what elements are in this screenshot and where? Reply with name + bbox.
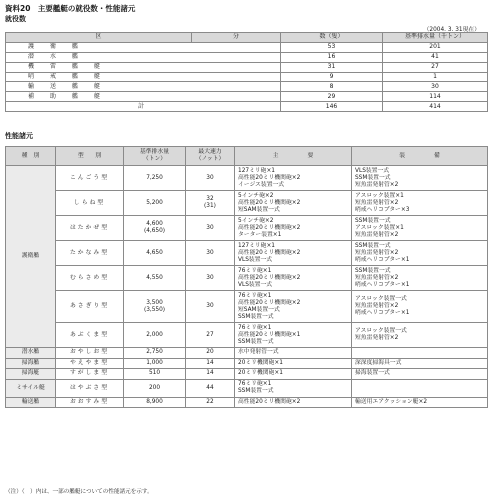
cell-line: 30 (206, 249, 214, 256)
cell-line: 30 (206, 303, 214, 309)
category-cell: 護衛艦 (6, 42, 281, 52)
header-cell: 最大速力 （ノット） (186, 147, 235, 166)
cell-line: アスロック装置×1 (355, 224, 404, 231)
ship-type-cell: こんごう型 (56, 166, 124, 191)
cell-line: 20ミリ機関砲×1 (238, 359, 283, 366)
displacement-cell (124, 369, 186, 380)
equipment-cell (352, 241, 488, 266)
table-row (6, 52, 488, 62)
cell-line: 127ミリ砲×1 (238, 167, 276, 174)
cell-line: 510 (148, 370, 161, 377)
cell-line: 高性能20ミリ機関砲×2 (238, 274, 301, 281)
displacement-cell (124, 216, 186, 241)
header-cell: 装 備 (352, 147, 488, 166)
main-spec-cell (235, 266, 352, 291)
table-row (6, 241, 488, 266)
main-spec-cell (235, 166, 352, 191)
cell-line: 5インチ砲×2 (238, 217, 274, 224)
ship-type-cell: あぶくま型 (56, 323, 124, 348)
ship-type-cell: たかなみ型 (56, 241, 124, 266)
cell-line: 輸送用エアクッション艇×2 (355, 398, 428, 405)
table-row (6, 62, 488, 72)
displacement-cell: 41 (383, 52, 488, 62)
cell-line: 44 (206, 384, 214, 391)
table-row (6, 323, 488, 348)
ship-kind-cell: 潜水艦 (6, 348, 56, 359)
specs-table (5, 146, 488, 408)
count-cell: 8 (281, 82, 383, 92)
speed-cell (186, 291, 235, 323)
displacement-cell: 114 (383, 92, 488, 102)
cell-line: 4,650 (146, 249, 163, 256)
speed-cell (186, 166, 235, 191)
cell-line: SSM装置一式 (238, 338, 274, 345)
header-cell: 型 別 (56, 147, 124, 166)
cell-line: 76ミリ砲×1 (238, 267, 272, 274)
cell-line: (4,650) (143, 228, 166, 234)
cell-line: 30 (206, 174, 214, 181)
cell-line: 高性能20ミリ機関砲×1 (238, 331, 301, 338)
cell-line: (31) (204, 203, 216, 209)
count-cell: 29 (281, 92, 383, 102)
cell-line: SSM装置一式 (355, 174, 391, 181)
table-row (6, 397, 488, 408)
category-cell: 輸送艦艇 (6, 82, 281, 92)
cell-line: アスロック装置×1 (355, 192, 404, 199)
cell-line: 高性能20ミリ機関砲×2 (238, 224, 301, 231)
cell-line: 短SAM装置一式 (238, 306, 280, 313)
cell-line: 掃海装置一式 (355, 370, 390, 377)
cell-line: 76ミリ砲×1 (238, 324, 272, 331)
main-spec-cell (235, 216, 352, 241)
cell-line: VLS装置一式 (238, 281, 273, 288)
equipment-cell (352, 191, 488, 216)
cell-line: 30 (206, 224, 214, 231)
speed-cell (186, 397, 235, 408)
total-count: 146 (281, 102, 383, 112)
cell-line: 76ミリ砲×1 (238, 381, 272, 387)
ship-type-cell: あさぎり型 (56, 291, 124, 323)
ship-type-cell: はやぶさ型 (56, 379, 124, 397)
displacement-cell (124, 323, 186, 348)
table-row (6, 358, 488, 369)
ship-kind-cell: 輸送艦 (6, 397, 56, 408)
table-row (6, 191, 488, 216)
count-cell: 16 (281, 52, 383, 62)
cell-line: 22 (206, 398, 214, 405)
cell-line: 短魚雷発射管×2 (355, 181, 399, 188)
speed-cell (186, 369, 235, 380)
cell-line: (3,550) (143, 306, 166, 313)
ship-type-cell: やえやま型 (56, 358, 124, 369)
main-spec-cell (235, 358, 352, 369)
cell-line: 200 (148, 384, 161, 391)
ship-type-cell: しらね型 (56, 191, 124, 216)
displacement-cell: 27 (383, 62, 488, 72)
table-row (6, 72, 488, 82)
cell-line: 5,200 (146, 199, 163, 206)
cell-line: 短魚雷発射管×2 (355, 199, 399, 206)
ship-type-cell: はたかぜ型 (56, 216, 124, 241)
table-row (6, 369, 488, 380)
cell-line: 32 (206, 196, 214, 202)
table-row (6, 166, 488, 191)
cell-line: SSM装置一式 (238, 388, 274, 394)
equipment-cell (352, 397, 488, 408)
header-cell: 区 (6, 33, 192, 43)
speed-cell (186, 216, 235, 241)
cell-line: 高性能20ミリ機関砲×2 (238, 398, 301, 405)
displacement-cell: 30 (383, 82, 488, 92)
table-row (6, 379, 488, 397)
ship-type-cell: むらさめ型 (56, 266, 124, 291)
ship-kind-cell: 護衛艦 (6, 166, 56, 348)
cell-line: 4,600 (146, 221, 163, 227)
cell-line: 短SAM装置一式 (238, 206, 280, 213)
cell-line: 20 (206, 349, 214, 356)
displacement-cell (124, 291, 186, 323)
cell-line: ターター装置×1 (238, 231, 282, 238)
speed-cell (186, 241, 235, 266)
cell-line: 3,500 (146, 299, 163, 306)
cell-line: イージス装置一式 (238, 181, 285, 188)
main-spec-cell (235, 369, 352, 380)
cell-line: 高性能20ミリ機関砲×2 (238, 199, 301, 206)
cell-line: 短魚雷発射管×2 (355, 231, 399, 238)
cell-line: アスロック装置一式 (355, 328, 407, 334)
cell-line: 2,000 (146, 331, 163, 338)
cell-line: 短魚雷発射管×2 (355, 274, 399, 281)
cell-line: VLS装置一式 (355, 167, 390, 174)
equipment-cell (352, 369, 488, 380)
document-title: 資料20 主要艦艇の就役数・性能諸元 (5, 4, 136, 13)
table-row (6, 291, 488, 323)
cell-line: 哨戒ヘリコプター×1 (355, 281, 410, 288)
header-cell: 分 (192, 33, 281, 43)
main-spec-cell (235, 348, 352, 359)
equipment-cell (352, 358, 488, 369)
cell-line: 深深度掃海具一式 (355, 359, 402, 366)
main-spec-cell (235, 191, 352, 216)
main-spec-cell (235, 323, 352, 348)
equipment-cell (352, 348, 488, 359)
cell-line: SSM装置一式 (355, 217, 391, 224)
ship-type-cell: おやしお型 (56, 348, 124, 359)
cell-line: 76ミリ砲×1 (238, 292, 272, 299)
equipment-cell (352, 266, 488, 291)
count-cell: 53 (281, 42, 383, 52)
table-row (6, 266, 488, 291)
displacement-cell (124, 266, 186, 291)
ship-kind-cell: ミサイル艇 (6, 379, 56, 397)
equipment-cell (352, 291, 488, 323)
displacement-cell (124, 397, 186, 408)
cell-line: 1,000 (146, 359, 163, 366)
header-cell: 主 要 (235, 147, 352, 166)
cell-line: 哨戒ヘリコプター×1 (355, 310, 410, 316)
table-row (6, 92, 488, 102)
equipment-cell (352, 216, 488, 241)
count-cell: 9 (281, 72, 383, 82)
category-cell: 潜水艦 (6, 52, 281, 62)
cell-line: VLS装置一式 (238, 256, 273, 263)
displacement-cell: 201 (383, 42, 488, 52)
cell-line: 5インチ砲×2 (238, 192, 274, 199)
counts-table-header (6, 33, 488, 43)
table-row (6, 82, 488, 92)
cell-line: 短魚雷発射管×2 (355, 303, 399, 309)
table-row (6, 216, 488, 241)
equipment-cell (352, 323, 488, 348)
main-spec-cell (235, 291, 352, 323)
header-cell: 基準排水量（千トン） (383, 33, 488, 43)
header-cell: 基準排水量 （トン） (124, 147, 186, 166)
total-row (6, 102, 488, 112)
section-title-counts: 就役数 (5, 15, 26, 23)
count-cell: 31 (281, 62, 383, 72)
specs-table-header (6, 147, 488, 166)
equipment-cell (352, 166, 488, 191)
equipment-cell (352, 379, 488, 397)
total-label: 計 (6, 102, 281, 112)
cell-line: 短魚雷発射管×2 (355, 335, 399, 341)
table-row (6, 42, 488, 52)
ship-type-cell: すがしま型 (56, 369, 124, 380)
displacement-cell (124, 379, 186, 397)
cell-line: 2,750 (146, 349, 163, 356)
cell-line: SSM装置一式 (355, 242, 391, 249)
cell-line: 高性能20ミリ機関砲×2 (238, 249, 301, 256)
speed-cell (186, 379, 235, 397)
speed-cell (186, 348, 235, 359)
displacement-cell (124, 241, 186, 266)
as-of-date: （2004. 3. 31現在） (423, 27, 480, 33)
speed-cell (186, 358, 235, 369)
table-row (6, 348, 488, 359)
main-spec-cell (235, 241, 352, 266)
ship-kind-cell: 掃海艦 (6, 358, 56, 369)
cell-line: 27 (206, 331, 214, 338)
cell-line: 8,900 (146, 398, 163, 405)
cell-line: 哨戒ヘリコプター×1 (355, 256, 410, 263)
displacement-cell (124, 358, 186, 369)
cell-line: 14 (206, 359, 214, 366)
total-displacement: 414 (383, 102, 488, 112)
ship-type-cell: おおすみ型 (56, 397, 124, 408)
displacement-cell (124, 166, 186, 191)
counts-table (5, 32, 488, 112)
speed-cell (186, 191, 235, 216)
main-spec-cell (235, 397, 352, 408)
cell-line: 水中発射管一式 (238, 349, 279, 356)
category-cell: 機雷艦艇 (6, 62, 281, 72)
header-cell: 種 別 (6, 147, 56, 166)
cell-line: 30 (206, 274, 214, 281)
cell-line: 14 (206, 370, 214, 377)
cell-line: SSM装置一式 (238, 313, 274, 320)
displacement-cell: 1 (383, 72, 488, 82)
cell-line: 高性能20ミリ機関砲×2 (238, 299, 301, 306)
cell-line: 20ミリ機関砲×1 (238, 370, 283, 377)
cell-line: 高性能20ミリ機関砲×2 (238, 174, 301, 181)
footnote: （注）（ ）内は、一部の艦艇についての性能諸元を示す。 (5, 489, 153, 495)
displacement-cell (124, 348, 186, 359)
cell-line: 短魚雷発射管×2 (355, 249, 399, 256)
cell-line: 127ミリ砲×1 (238, 242, 276, 249)
cell-line: 4,550 (146, 274, 163, 281)
category-cell: 哨戒艦艇 (6, 72, 281, 82)
main-spec-cell (235, 379, 352, 397)
speed-cell (186, 266, 235, 291)
speed-cell (186, 323, 235, 348)
header-cell: 数（隻） (281, 33, 383, 43)
cell-line: 7,250 (146, 174, 163, 181)
section-title-specs: 性能諸元 (5, 132, 33, 140)
cell-line: SSM装置一式 (355, 267, 391, 274)
category-cell: 補助艦艇 (6, 92, 281, 102)
displacement-cell (124, 191, 186, 216)
cell-line: アスロック装置一式 (355, 296, 407, 302)
cell-line: 哨戒ヘリコプター×3 (355, 206, 410, 213)
ship-kind-cell: 掃海艇 (6, 369, 56, 380)
